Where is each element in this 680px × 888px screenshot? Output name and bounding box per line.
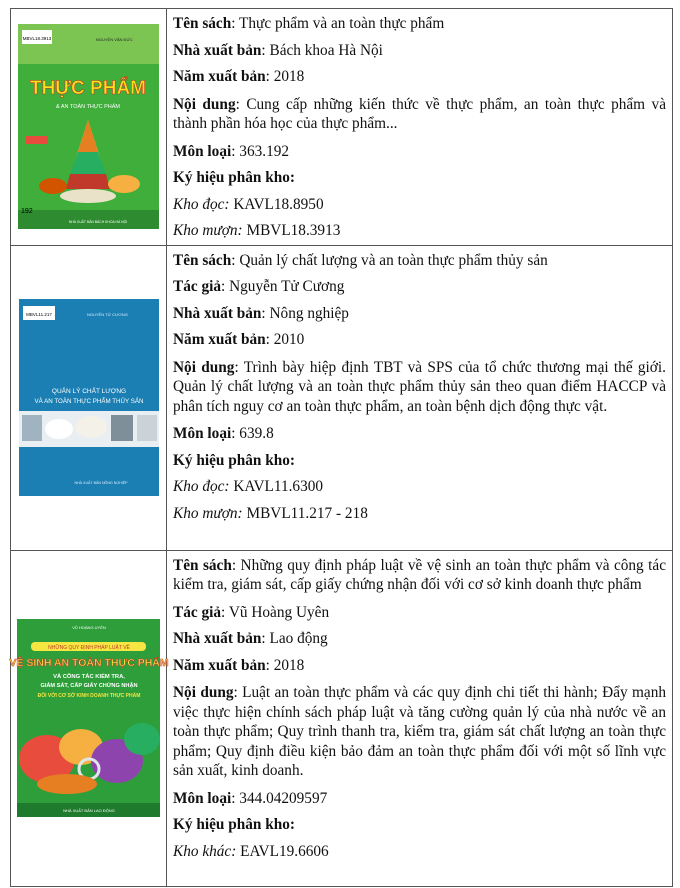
read-value: KAVL11.6300 [233, 478, 324, 495]
borrow-line: Kho mượn: MBVL11.217 - 218 [173, 504, 368, 522]
book-cover-image [9, 619, 169, 817]
publisher-line: Nhà xuất bản: Nông nghiệp [173, 304, 349, 322]
borrow-label: Kho mượn [173, 504, 238, 522]
title-line: Tên sách: Thực phẩm và an toàn thực phẩm [173, 15, 445, 32]
author-label: Tác giả [173, 278, 222, 295]
author-line: Tác giả: Vũ Hoàng Uyên [173, 603, 330, 621]
content-label: Nội dung [173, 684, 234, 701]
shelf-label: Ký hiệu phân kho: [173, 451, 296, 469]
content-line: Nội dung: Luật an toàn thực phẩm và các quy định chi tiết thi hành; Đẩy mạnh việc thực hiện chính sách pháp luật và tăng cường quản lý của nhà nước về an toàn thực phẩm; Quy trình thanh tra, kiểm tra, giám sát chất lượng an toàn thực phẩm; Quy định điều kiện bảo đảm an toàn thực phẩm đối với một số lĩnh vực sản xuất, kinh doanh. [173, 684, 666, 779]
year-value: 2010 [273, 331, 305, 348]
shelf-line [173, 812, 666, 839]
borrow-label: Kho mượn [173, 222, 238, 239]
cover-title-sub3: ĐỐI VỚI CƠ SỞ KINH DOANH THỰC PHẨM [37, 693, 141, 699]
publisher-line: Nhà xuất bản: Lao động [173, 630, 328, 647]
cover-title-sub1: VÀ CÔNG TÁC KIỂM TRA, [53, 674, 125, 680]
publisher-value: Lao động [269, 630, 328, 647]
title-value: Những quy định pháp luật về vệ sinh an toàn thực phẩm và công tác kiểm tra, giám sát, cấp giấy chứng nhận đối với cơ sở kinh doanh thực phẩm [173, 556, 666, 593]
title-line: Tên sách: Quản lý chất lượng và an toàn thực phẩm thủy sản [173, 251, 548, 269]
cover-title-sub2: GIÁM SÁT, CẤP GIẤY CHỨNG NHẬN [40, 683, 138, 689]
content-line: Nội dung: Cung cấp những kiến thức về thực phẩm, an toàn thực phẩm và thành phần hóa học của thực phẩm... [173, 95, 666, 132]
class-label: Môn loại [173, 142, 232, 160]
class-value: 639.8 [239, 425, 274, 442]
author-value: Vũ Hoàng Uyên [228, 603, 330, 621]
title-line: Tên sách: Những quy định pháp luật về vệ sinh an toàn thực phẩm và công tác kiểm tra, giám sát, cấp giấy chứng nhận đối với cơ sở kinh doanh thực phẩm [173, 556, 666, 593]
title-value: Thực phẩm và an toàn thực phẩm [239, 15, 445, 32]
cover-title-sub: & AN TOÀN THỰC PHẨM [56, 104, 120, 111]
book-cover-image [18, 24, 159, 229]
shelf-line [173, 448, 666, 475]
publisher-value: Bách khoa Hà Nội [269, 41, 383, 59]
borrow-value: MBVL11.217 - 218 [246, 504, 368, 522]
book-cover-cell [11, 550, 167, 886]
year-line: Năm xuất bản: 2018 [173, 656, 305, 674]
publisher-value: Nông nghiệp [269, 304, 349, 322]
content-line: Nội dung: Trình bày hiệp định TBT và SPS của tổ chức thương mại thế giới. Quản lý chất lượng và an toàn thực phẩm thủy sản theo quan điểm HACCP và phân tích nguy cơ an toàn thực phẩm, an toàn bệnh dịch động thực vật. [173, 358, 666, 415]
cover-publisher: NHÀ XUẤT BẢN LAO ĐỘNG [63, 808, 115, 813]
class-label: Môn loại [173, 789, 232, 807]
year-value: 2018 [273, 656, 305, 674]
class-label: Môn loại [173, 425, 232, 442]
cover-page-tag: 192 [21, 208, 33, 216]
title-label: Tên sách [173, 251, 232, 269]
year-label: Năm xuất bản [173, 656, 266, 674]
read-label: Kho đọc [173, 478, 225, 495]
shelf-label: Ký hiệu phân kho: [173, 816, 296, 833]
book-info-cell [167, 245, 673, 550]
book-cover-cell [11, 245, 167, 550]
cover-publisher: NHÀ XUẤT BẢN NÔNG NGHIỆP [73, 481, 128, 485]
borrow-line: Kho mượn: MBVL18.3913 [173, 222, 341, 239]
book-cover-image [19, 299, 159, 496]
borrow-value: MBVL18.3913 [246, 222, 341, 239]
author-value: Nguyễn Tử Cương [229, 278, 345, 295]
read-label: Kho đọc [173, 195, 225, 213]
cover-author: NGUYỄN VĂN ĐỨC [96, 37, 133, 43]
author-line: Tác giả: Nguyễn Tử Cương [173, 278, 345, 295]
book-row [11, 245, 673, 550]
cover-title-top: NHỮNG QUY ĐỊNH PHÁP LUẬT VỀ [48, 645, 130, 651]
content-value: Cung cấp những kiến thức về thực phẩm, an toàn thực phẩm và thành phần hóa học của thực phẩm... [173, 95, 666, 132]
read-line: Kho đọc: KAVL18.8950 [173, 195, 324, 213]
class-line: Môn loại: 344.04209597 [173, 789, 328, 807]
other-label: Kho khác [173, 842, 232, 860]
cover-publisher: NHÀ XUẤT BẢN BÁCH KHOA HÀ NỘI [68, 220, 128, 225]
book-row [11, 9, 673, 246]
book-row [11, 550, 673, 886]
content-value: Trình bày hiệp định TBT và SPS của tổ chức thương mại thế giới. Quản lý chất lượng và an toàn thực phẩm thủy sản theo quan điểm HACCP và phân tích nguy cơ an toàn thực phẩm, an toàn bệnh dịch động thực vật. [173, 358, 666, 415]
publisher-label: Nhà xuất bản [173, 630, 262, 647]
cover-sticker: MBVL11.217 [25, 312, 52, 317]
title-label: Tên sách [173, 556, 232, 574]
year-value: 2018 [273, 68, 305, 85]
cover-author: NGUYỄN TỬ CƯƠNG [86, 312, 128, 317]
publisher-label: Nhà xuất bản [173, 304, 262, 322]
content-label: Nội dung [173, 95, 236, 113]
other-value: EAVL19.6606 [240, 842, 329, 860]
content-value: Luật an toàn thực phẩm và các quy định chi tiết thi hành; Đẩy mạnh việc thực hiện chính sách pháp luật và tăng cường quản lý của nhà nước về an toàn thực phẩm; Quy trình thanh tra, kiểm tra, giám sát chất lượng an toàn thực phẩm; Quy định điều kiện bảo đảm an toàn thực phẩm đối với một số lĩnh vực sản xuất, kinh doanh. [173, 684, 666, 779]
year-line: Năm xuất bản: 2010 [173, 331, 305, 348]
class-line: Môn loại: 639.8 [173, 425, 274, 442]
read-line: Kho đọc: KAVL11.6300 [173, 478, 324, 495]
read-value: KAVL18.8950 [233, 195, 324, 213]
book-info-cell [167, 550, 673, 886]
cover-author: VŨ HOÀNG UYÊN [72, 625, 106, 630]
class-line: Môn loại: 363.192 [173, 142, 290, 160]
year-label: Năm xuất bản [173, 331, 266, 348]
class-value: 344.04209597 [239, 789, 328, 807]
shelf-line [173, 165, 666, 192]
book-catalog-table [10, 8, 673, 887]
content-label: Nội dung [173, 358, 235, 376]
cover-title-big: VỆ SINH AN TOÀN THỰC PHẨM [9, 657, 169, 669]
cover-sticker: MBVL18.3913 [22, 36, 52, 42]
book-info-cell [167, 9, 673, 246]
cover-title-big: THỰC PHẨM [29, 78, 147, 100]
book-cover-cell [11, 9, 167, 246]
publisher-label: Nhà xuất bản [173, 41, 262, 59]
year-label: Năm xuất bản [173, 68, 266, 85]
title-value: Quản lý chất lượng và an toàn thực phẩm thủy sản [239, 251, 548, 269]
shelf-label: Ký hiệu phân kho: [173, 169, 296, 186]
cover-title-big: QUẢN LÝ CHẤT LƯỢNG [51, 388, 126, 395]
title-label: Tên sách [173, 15, 232, 32]
year-line: Năm xuất bản: 2018 [173, 68, 305, 85]
author-label: Tác giả [173, 603, 222, 621]
other-line: Kho khác: EAVL19.6606 [173, 842, 329, 860]
cover-title-sub: VÀ AN TOÀN THỰC PHẨM THỦY SẢN [34, 398, 143, 405]
publisher-line: Nhà xuất bản: Bách khoa Hà Nội [173, 41, 383, 59]
class-value: 363.192 [239, 142, 290, 160]
